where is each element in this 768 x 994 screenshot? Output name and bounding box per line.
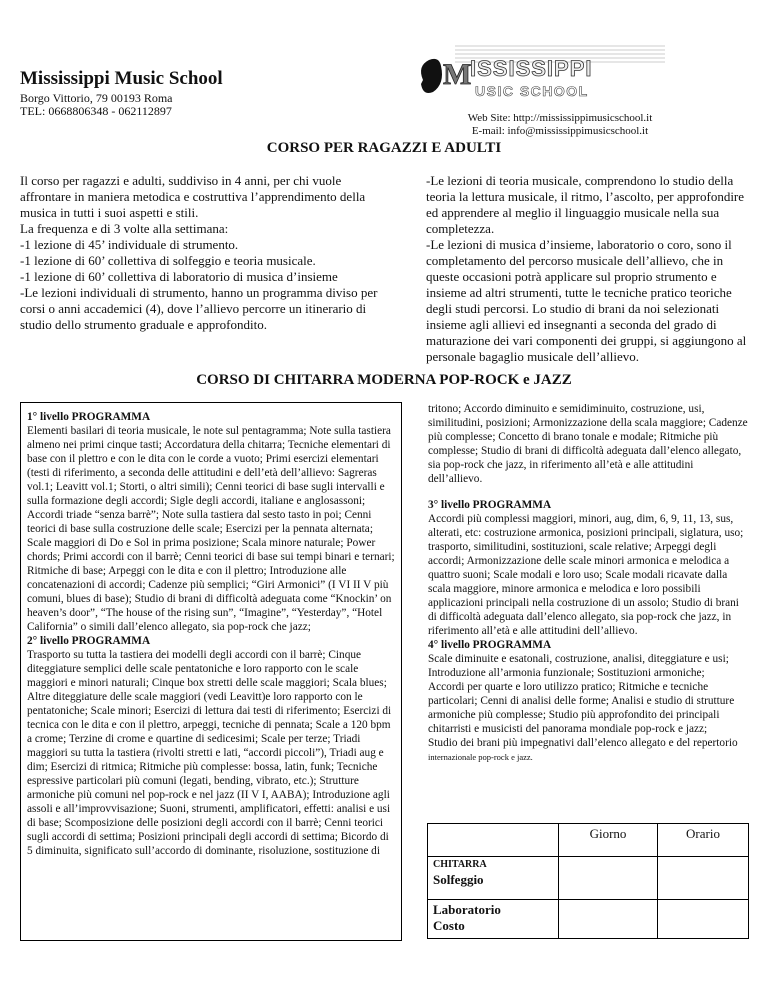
day-header: Giorno <box>559 824 658 857</box>
level1-text: Elementi basilari di teoria musicale, le note sul pentagramma; Note sulla tastiera almeno nei primi cinque tasti; Accordatura della chitarra; Tecniche elementari di base con il plettro e con le dita con le corde a vuoto; Primi esercizi elementari (testi di riferimento, a seconda delle attitudini e dell’età dell’allievo: Sagreras vol.1; Leavitt vol.1; Storti, o altri simili); Cenni teorici di base sugli intervalli e sulla formazione degli accordi; Sigle degli accordi, italiane e anglosassoni; Accordi triade “senza barrè”; Note sulla tastiera dal sesto tasto in poi; Cenni teorici di base sulla costruzione delle scale; Esercizi per la pennata alternata; Scale maggiori di Do e Sol in prima posizione; Scala minore naturale; Power chords; Primi accordi con il barrè; Cenni teorici di base sui tempi binari e ternari; Ritmiche di base; Arpeggi con le dita e con il plettro; Introduzione alle concatenazioni di accordi; Cadenze più semplici; “Giri Armonici” (I VI II V più comuni, blues di base); Studio di brani di difficoltà adeguata come “Knockin’ on heaven’s door”, “The house of the rising sun”, “Imagine”, “Yesterday”, “Hotel California” o simili dall’elenco allegato, sia pop-rock che jazz; <box>27 425 395 633</box>
schedule-table <box>427 823 749 939</box>
program-levels-3-4 <box>428 498 750 764</box>
level2-text: Trasporto su tutta la tastiera dei modelli degli accordi con il barrè; Cinque diteggiature semplici delle scale pentatoniche e loro rapporto con le scale maggiori e minori naturali; Cinque box stretti delle scale maggiori; Scala blues; Altre diteggiature delle scale maggiori (vedi Leavitt)e loro rapporto con le pentatoniche; Scale minori; Esercizi di lettura dai testi di riferimento; Esercizi di tecnica con le dita e con il plettro, arpeggi, tecniche di pennata; Scale a 120 bpm a crome; Terzine di crome e quartine di sedicesimi; Scale per terze; Triadi maggiori su tutta la tastiera (rivolti stretti e lati, “accordi piccoli”), Triadi aug e dim; Esercizi di ritmica; Ritmiche più complesse: bossa, latin, funk; Tecniche espressive particolari più comuni (legati, bending, vibrato, etc.); Strutture armoniche più comuni nel pop-rock e nel jazz (II V I, AABA); Introduzione agli assoli e all’improvvisazione; Suoni, strumenti, amplificatori, effetti: analisi e usi di base; Scomposizione delle posizioni degli accordi con il barrè; Cenni teorici sugli accordi di settima; Posizioni principali degli accordi di settima; Bicordo di 5 diminuita, significato sull’accordo di dominante, risoluzione, sostituzione di <box>27 649 392 857</box>
table-cell <box>428 900 559 939</box>
table-row <box>428 900 749 939</box>
address-line: Borgo Vittorio, 79 00193 Roma <box>20 91 173 105</box>
level3-heading: 3° livello PROGRAMMA <box>428 499 552 511</box>
contact-info <box>440 112 680 138</box>
description-paragraph: -Le lezioni di teoria musicale, comprendono lo studio della teoria la lettura musicale, il ritmo, l’ascolto, per approfondire ed apprendere al meglio il linguaggio musicale nella sua completezza. -Le lezioni di musica d’insieme, laboratorio o coro, sono il completamento del percorso musicale dell’allievo, che in queste occasioni potrà applicare sul proprio strumento e insieme ad altri strumenti, tutte le tecniche pratico teoriche degli studi percorsi. Lo studio di brani da noi selezionati insieme agli allievi ed insegnanti a seconda del grado di maturazione dei vari componenti dei gruppi, si aggiungono al personale bagaglio musicale dell’allievo. <box>426 173 747 364</box>
section-title-guitar: CORSO DI CHITARRA MODERNA POP-ROCK e JAZZ <box>196 372 572 388</box>
program-levels-1-2 <box>27 410 395 858</box>
table-cell <box>559 900 658 939</box>
row-label-solfeggio: Solfeggio <box>433 872 484 887</box>
table-cell <box>559 857 658 900</box>
table-row <box>428 824 749 857</box>
time-header: Orario <box>658 824 749 857</box>
row-label-guitar: CHITARRA <box>433 859 487 870</box>
table-cell <box>428 824 559 857</box>
table-row <box>428 857 749 900</box>
phone-line: TEL: 0668806348 - 062112897 <box>20 104 172 118</box>
svg-text:M: M <box>443 58 472 91</box>
email-link[interactable]: E-mail: info@mississippimusicschool.it <box>471 125 649 137</box>
level3-text: Accordi più complessi maggiori, minori, aug, dim, 6, 9, 11, 13, sus, alterati, etc: costruzione armonica, posizioni principali, siglatura, uso; trasporto, similitudini, sostituzioni, scale relative; Arpeggi degli accordi; Armonizzazione delle scale minori armonica e melodica a quattro suoni; Scale modali e loro uso; Scale modali ricavate dalla scala maggiore, minore armonica e melodica e loro possibili applicazioni principali nella costruzione di un assolo; Studio di brani di difficoltà adeguata dall’elenco allegato, sia pop-rock che jazz, in riferimento all’età e alle attitudini dell’allievo. <box>428 513 744 637</box>
course-description-left <box>20 173 380 333</box>
course-description-right <box>426 173 756 365</box>
level4-body: Scale diminuite e esatonali, costruzione, analisi, diteggiature e usi; Introduzione all’armonia funzionale; Sostituzioni armoniche; Accordi per quarte e loro utilizzo pratico; Ritmiche e tecniche particolari; Cenni di analisi delle forme; Analisi e studio di strutture armoniche più complesse; Studio più approfondito dei principali chitarristi e musicisti del panorama mondiale pop-rock e jazz; Studio dei brani più impegnativi dall’elenco allegato e del repertorio <box>428 653 738 749</box>
section-title-youth-adults: CORSO PER RAGAZZI E ADULTI <box>266 140 502 156</box>
svg-text:USIC SCHOOL: USIC SCHOOL <box>475 83 589 99</box>
level1-heading: 1° livello PROGRAMMA <box>27 411 151 423</box>
level2-continuation: tritono; Accordo diminuito e semidiminuito, costruzione, usi, similitudini, posizioni; Armonizzazione della scala maggiore; Cadenze più complesse; Concetto di brano tonale e modale; Ritmiche più complesse; Studio di brani di difficoltà adeguata dall’elenco allegato, sia pop-rock che jazz, in riferimento all’età e alle attitudini dell’allievo. <box>428 403 748 485</box>
level4-small-text: internazionale pop-rock e jazz. <box>428 752 533 762</box>
row-label-laboratorio: Laboratorio <box>433 902 501 917</box>
svg-text:ISSISSIPPI: ISSISSIPPI <box>470 56 593 81</box>
description-paragraph: Il corso per ragazzi e adulti, suddiviso in 4 anni, per chi vuole affrontare in maniera metodica e costruttiva l’apprendimento della musica in tutti i suoi aspetti e stili. La frequenza e di 3 volte alla settimana: -1 lezione di 45’ individuale di strumento. -1 lezione di 60’ collettiva di solfeggio e teoria musicale. -1 lezione di 60’ collettiva di laboratorio di musica d’insieme -Le lezioni individuali di strumento, hanno un programma diviso per corsi o anni accademici (4), dove l’allievo percorre un itinerario di studio dello strumento graduale e approfondito. <box>20 173 378 332</box>
table-cell <box>428 857 559 900</box>
level4-text <box>428 652 750 764</box>
school-address <box>20 92 173 118</box>
row-label-costo: Costo <box>433 918 465 933</box>
school-name: Mississippi Music School <box>20 68 223 89</box>
website-link[interactable]: Web Site: http://mississippimusicschool.it <box>467 112 653 124</box>
table-cell <box>658 857 749 900</box>
level4-heading: 4° livello PROGRAMMA <box>428 639 552 651</box>
table-cell <box>658 900 749 939</box>
school-logo <box>415 40 680 110</box>
level2-heading: 2° livello PROGRAMMA <box>27 635 151 647</box>
